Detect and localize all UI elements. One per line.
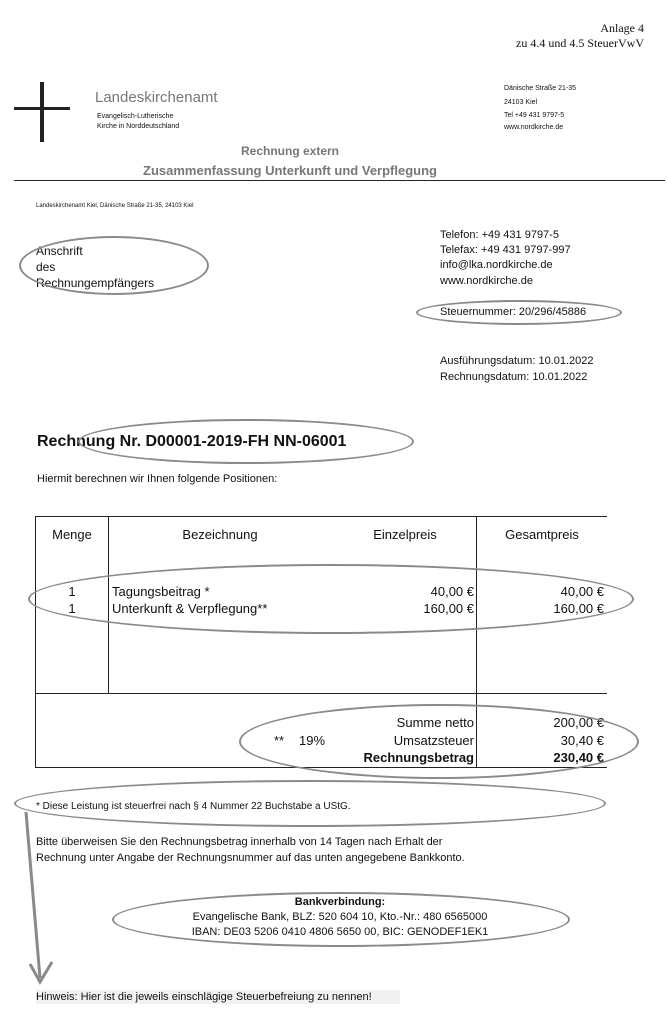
invoice-total-label: Rechnungsbetrag (363, 750, 474, 765)
intro-text: Hiermit berechnen wir Ihnen folgende Positionen: (37, 473, 278, 485)
contact-email: info@lka.nordkirche.de (440, 259, 553, 271)
col-header-desc: Bezeichnung (182, 527, 258, 542)
col-header-unit: Einzelpreis (373, 527, 437, 542)
doc-title-1: Rechnung extern (240, 144, 339, 158)
row-desc: Unterkunft & Verpflegung** (112, 601, 268, 616)
hint-text: Hinweis: Hier ist die jeweils einschlägige Steuerbefreiung zu nennen! (36, 990, 400, 1004)
net-sum-label: Summe netto (396, 715, 474, 730)
tax-number: Steuernummer: 20/296/45886 (440, 306, 587, 318)
vat-marker: ** (274, 733, 285, 748)
col-header-qty: Menge (52, 527, 92, 542)
payment-text-2: Rechnung unter Angabe der Rechnungsnummer auf das unten angegebene Bankkonto. (36, 852, 465, 864)
recipient-line-1: Anschrift (36, 244, 83, 258)
execution-date: Ausführungsdatum: 10.01.2022 (440, 355, 594, 367)
org-address-phone: Tel +49 431 9797-5 (504, 112, 565, 119)
org-address-city: 24103 Kiel (504, 99, 538, 106)
footnote: * Diese Leistung ist steuerfrei nach § 4 Nummer 22 Buchstabe a UStG. (36, 801, 351, 812)
recipient-line-3: Rechnungempfängers (36, 276, 155, 290)
contact-phone: Telefon: +49 431 9797-5 (440, 229, 559, 241)
org-name: Landeskirchenamt (95, 89, 218, 106)
org-subtitle-1: Evangelisch-Lutherische (97, 113, 174, 120)
contact-web: www.nordkirche.de (440, 275, 533, 287)
recipient-line-2: des (36, 260, 56, 274)
contact-fax: Telefax: +49 431 9797-997 (440, 244, 571, 256)
row-qty: 1 (68, 601, 76, 616)
row-total-price: 160,00 € (553, 601, 604, 616)
vat-value: 30,40 € (560, 733, 604, 748)
annex-label: Anlage 4 (600, 21, 644, 35)
row-unit-price: 160,00 € (423, 601, 474, 616)
vat-rate: 19% (299, 733, 326, 748)
bank-line-2: IBAN: DE03 5206 0410 4806 5650 00, BIC: GENODEF1EK1 (191, 926, 489, 938)
doc-title-2: Zusammenfassung Unterkunft und Verpflegung (143, 163, 437, 178)
net-sum-value: 200,00 € (553, 715, 604, 730)
invoice-title: Rechnung Nr. D00001-2019-FH NN-06001 (37, 433, 347, 450)
annex-reference: zu 4.4 und 4.5 SteuerVwV (516, 36, 644, 50)
bank-line-1: Evangelische Bank, BLZ: 520 604 10, Kto.-Nr.: 480 6565000 (192, 911, 488, 923)
org-address-street: Dänische Straße 21-35 (504, 85, 576, 92)
payment-text-1: Bitte überweisen Sie den Rechnungsbetrag innerhalb von 14 Tagen nach Erhalt der (36, 836, 443, 848)
row-total-price: 40,00 € (560, 584, 604, 599)
row-qty: 1 (68, 584, 76, 599)
sender-line: Landeskirchenamt Kiel, Dänische Straße 21-35, 24103 Kiel (36, 203, 194, 209)
bank-title: Bankverbindung: (294, 896, 386, 908)
invoice-date: Rechnungsdatum: 10.01.2022 (440, 371, 588, 383)
invoice-total-value: 230,40 € (553, 750, 604, 765)
vat-label: Umsatzsteuer (393, 733, 474, 748)
row-unit-price: 40,00 € (430, 584, 474, 599)
row-desc: Tagungsbeitrag * (112, 584, 210, 599)
col-header-total: Gesamtpreis (505, 527, 579, 542)
org-address-web: www.nordkirche.de (504, 124, 564, 131)
org-subtitle-2: Kirche in Norddeutschland (97, 123, 180, 130)
